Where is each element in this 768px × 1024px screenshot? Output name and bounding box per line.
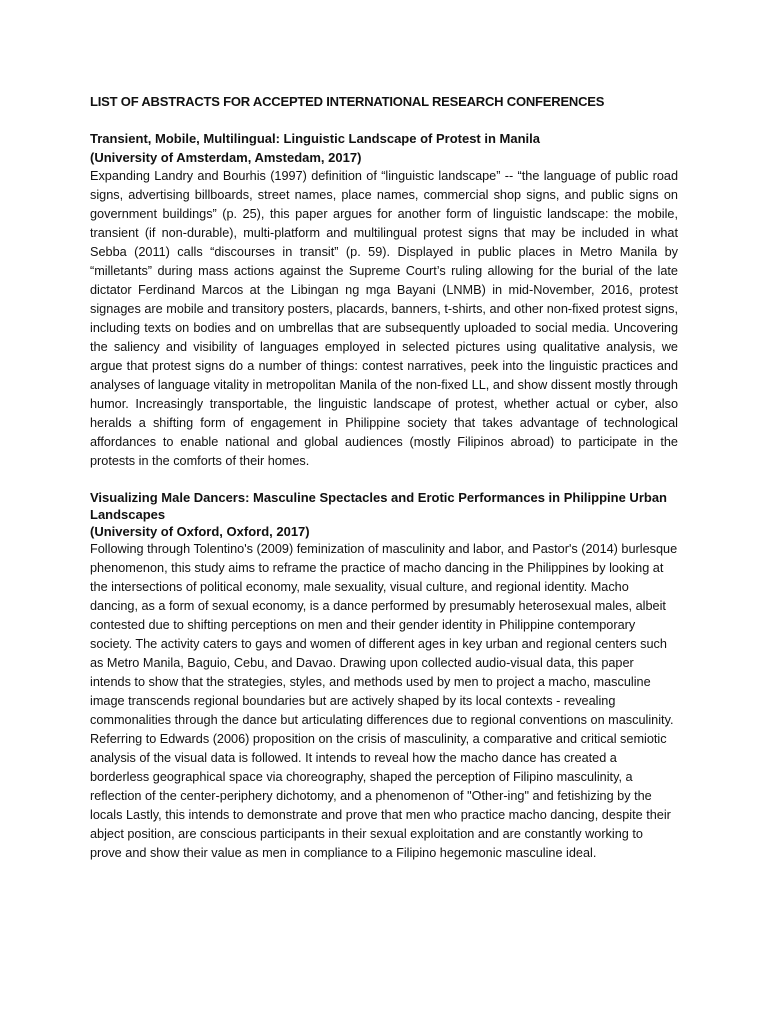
document-page [90, 93, 678, 881]
abstract-title: Visualizing Male Dancers: Masculine Spectacles and Erotic Performances in Philippine Urban Landscapes [90, 490, 667, 522]
abstract-venue: (University of Oxford, Oxford, 2017) [90, 524, 310, 539]
document-heading: LIST OF ABSTRACTS FOR ACCEPTED INTERNATIONAL RESEARCH CONFERENCES [90, 94, 605, 109]
abstract-title: Transient, Mobile, Multilingual: Linguistic Landscape of Protest in Manila [90, 131, 540, 146]
abstract-item [90, 129, 678, 471]
abstract-body: Expanding Landry and Bourhis (1997) definition of “linguistic landscape” -- “the language of public road signs, advertising billboards, street names, place names, commercial shop signs, and public signs on government buildings” (p. 25), this paper argues for another form of linguistic landscape: the mobile, transient (if non-durable), multi-platform and multilingual protest signs that may be included in what Sebba (2011) calls “discourses in transit” (p. 59). Displayed in public places in Metro Manila by “milletants” during mass actions against the Supreme Court’s ruling allowing for the burial of the late dictator Ferdinand Marcos at the Libingan ng mga Bayani (LNMB) in mid-November, 2016, protest signages are mobile and transitory posters, placards, banners, t-shirts, and other non-fixed protest signs, including texts on bodies and on umbrellas that are subsequently uploaded to social media. Uncovering the saliency and visibility of languages employed in selected pictures using qualitative analysis, we argue that protest signs do a number of things: contest narratives, peek into the linguistic practices and analyses of language vitality in metropolitan Manila of the non-fixed LL, and show dissent mostly through humor. Increasingly transportable, the linguistic landscape of protest, whether actual or cyber, also heralds a shifting form of engagement in Philippine society that takes advantage of technological affordances to enable national and global audiences (mostly Filipinos abroad) to participate in the protests in the comforts of their homes. [90, 169, 678, 468]
abstract-body: Following through Tolentino's (2009) feminization of masculinity and labor, and Pastor's (2014) burlesque phenomenon, this study aims to reframe the practice of macho dancing in the Philippines by looking at the intersections of political economy, male sexuality, visual culture, and regional identity. Macho dancing, as a form of sexual economy, is a dance performed by presumably heterosexual males, albeit contested due to shifting perceptions on men and their gender identity in Philippine contemporary society. The activity caters to gays and women of different ages in key urban and regional centers such as Metro Manila, Baguio, Cebu, and Davao. Drawing upon collected audio-visual data, this paper intends to show that the strategies, styles, and methods used by men to project a macho, masculine image transcends regional boundaries but are actively shaped by its local contexts - revealing commonalities through the dance but articulating differences due to regional conventions on masculinity. Referring to Edwards (2006) proposition on the crisis of masculinity, a comparative and critical semiotic analysis of the visual data is followed. It intends to reveal how the macho dance has created a borderless geographical space via choreography, shaped the perception of Filipino masculinity, a reflection of the center-periphery dichotomy, and a phenomenon of "Other-ing" and fetishizing by the locals Lastly, this intends to demonstrate and prove that men who practice macho dancing, despite their abject position, are conscious participants in their sexual exploitation and are constantly working to prove and show their value as men in compliance to a Filipino hegemonic masculine ideal. [90, 542, 678, 860]
abstract-venue: (University of Amsterdam, Amstedam, 2017) [90, 150, 362, 165]
abstract-item [90, 489, 678, 863]
